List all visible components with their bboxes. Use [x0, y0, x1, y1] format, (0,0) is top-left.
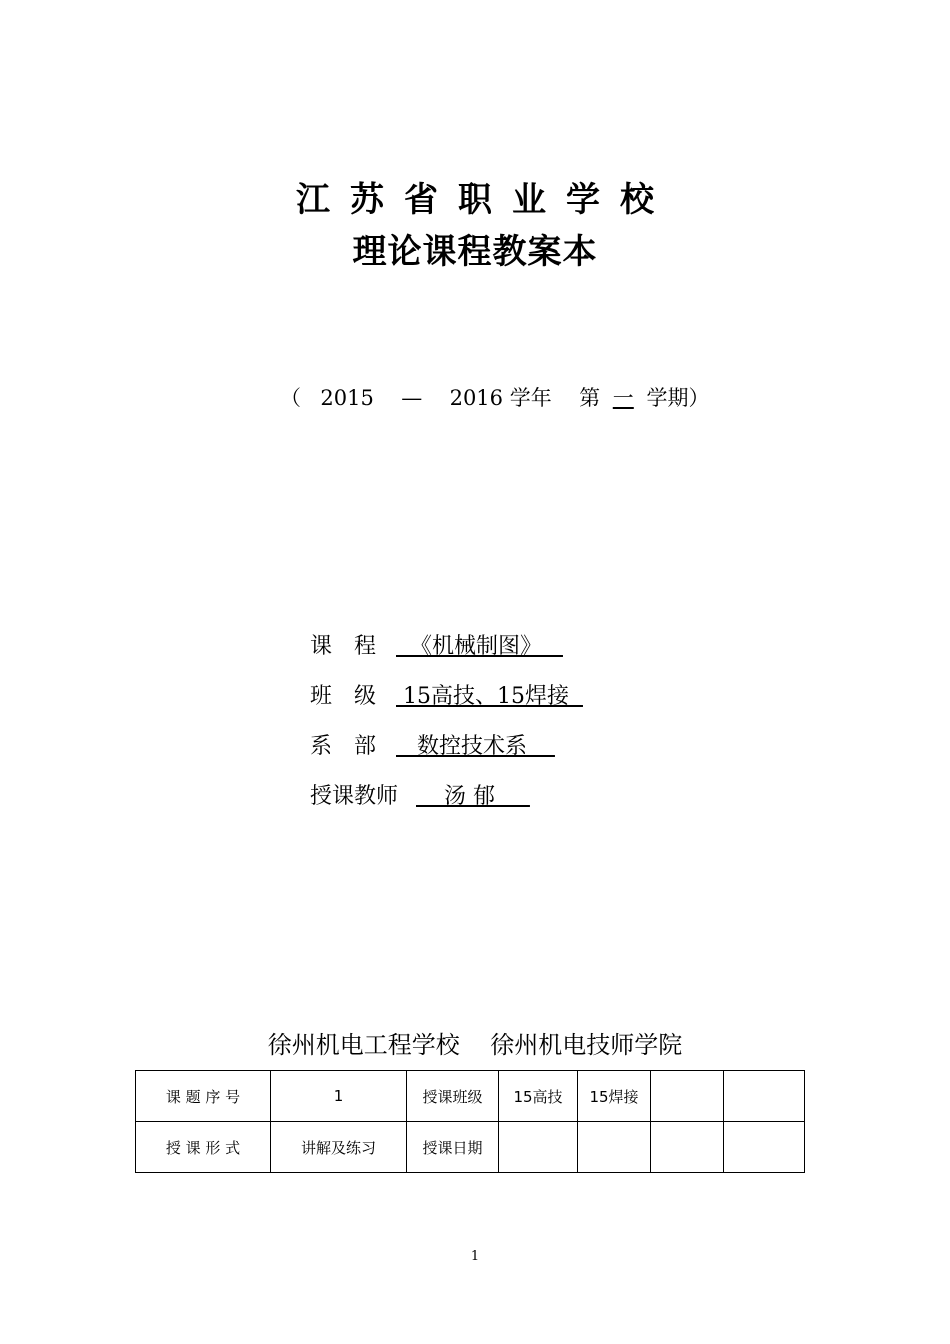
class-value: 15高技、15焊接: [396, 684, 583, 709]
table-cell: [724, 1071, 805, 1122]
academic-term: [280, 383, 709, 413]
term-semester-value: 一: [612, 386, 634, 410]
course-row: [310, 632, 563, 662]
teacher-row: [310, 782, 530, 812]
term-year-suffix: 学年: [509, 386, 552, 410]
table-cell: [651, 1071, 724, 1122]
term-year-end: 2016: [449, 386, 504, 410]
table-cell: 1: [271, 1071, 407, 1122]
department-value: 数控技术系: [396, 734, 555, 759]
teacher-value: 汤 郁: [416, 784, 530, 809]
document-title-line2: 理论课程教案本: [352, 232, 598, 272]
table-cell: 授课班级: [407, 1071, 499, 1122]
term-year-start: 2015: [320, 386, 374, 410]
table-row: [136, 1122, 805, 1173]
table-cell: 15焊接: [578, 1071, 651, 1122]
table-cell: [724, 1122, 805, 1173]
table-cell: [578, 1122, 651, 1173]
teacher-label: 授课教师: [310, 784, 399, 809]
course-label: 课 程: [310, 634, 377, 659]
table-cell: 15高技: [499, 1071, 578, 1122]
department-row: [310, 732, 555, 762]
term-dash: —: [401, 386, 423, 410]
table-cell: 授课日期: [407, 1122, 499, 1173]
department-label: 系 部: [310, 734, 377, 759]
term-semester-suffix: 学期）: [646, 386, 710, 410]
course-value: 《机械制图》: [396, 634, 563, 659]
school-names: 徐州机电工程学校 徐州机电技师学院: [267, 1031, 683, 1059]
page-number: 1: [470, 1249, 480, 1264]
class-label: 班 级: [310, 684, 377, 709]
table-cell: [499, 1122, 578, 1173]
table-cell: [651, 1122, 724, 1173]
table-cell: 授 课 形 式: [136, 1122, 271, 1173]
term-semester-prefix: 第: [579, 386, 601, 410]
table-cell: 讲解及练习: [271, 1122, 407, 1173]
class-row: [310, 682, 583, 712]
term-open-paren: （: [280, 386, 301, 410]
document-title-line1: 江苏省职业学校: [296, 180, 674, 220]
lesson-info-table: [135, 1070, 805, 1173]
table-row: [136, 1071, 805, 1122]
table-cell: 课 题 序 号: [136, 1071, 271, 1122]
